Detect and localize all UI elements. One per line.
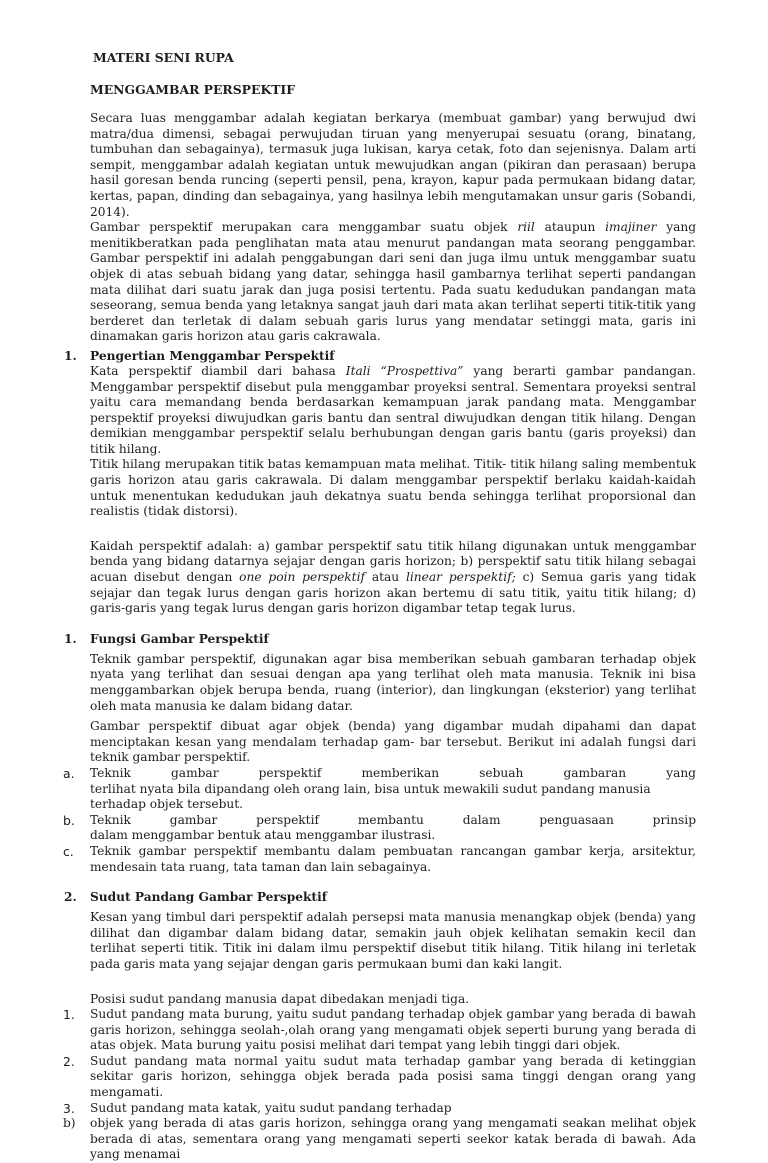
section-sudut-pandang <box>63 889 696 1163</box>
intro-paragraph-2: Gambar perspektif merupakan cara menggambar suatu objek riil ataupun imajiner yang menitikberatkan pada penglihatan mata atau menurut pandangan mata seorang penggambar. Gambar perspektif ini adalah penggabungan dari seni dan juga ilmu untuk menggambar suatu objek di atas sebuah bidang yang datar, sehingga hasil gambarnya terlihat seperti pandangan mata dilihat dari suatu jarak dan juga posisi tertentu. Pada suatu kedudukan pandangan mata seseorang, semua benda yang letaknya sangat jauh dari mata akan terlihat seperti titik-titik yang berderet dan terletak di dalam sebuah garis lurus yang mendatar setinggi mata, garis ini dinamakan garis horizon atau garis cakrawala. <box>90 220 696 344</box>
section-paragraph: Titik hilang merupakan titik batas kemampuan mata melihat. Titik- titik hilang saling membentuk garis horizon atau garis cakrawala. Di dalam menggambar perspektif berlaku kaidah-kaidah untuk menentukan kedudukan jauh dekatnya suatu benda sehingga terlihat proporsional dan realistis (tidak distorsi). <box>90 457 696 519</box>
section-paragraph: Teknik gambar perspektif, digunakan agar bisa memberikan sebuah gambaran terhadap objek nyata yang terlihat dan sesuai dengan apa yang terlihat oleh mata manusia. Teknik ini bisa menggambarkan objek berupa benda, ruang (interior), dan lingkungan (eksterior) yang terlihat oleh mata manusia ke dalam bidang datar. <box>90 651 696 713</box>
list-marker: 3. <box>63 1100 75 1116</box>
section-heading-text: Fungsi Gambar Perspektif <box>90 631 269 646</box>
section-paragraph: Kata perspektif diambil dari bahasa Itali “Prospettiva” yang berarti gambar pandangan. Menggambar perspektif disebut pula menggambar proyeksi sentral. Sementara proyeksi sentral yaitu cara memandang benda berdasarkan kemampuan jarak pandang mata. Menggambar perspektif proyeksi diwujudkan garis bantu dan sentral diwujudkan dengan titik hilang. Dengan demikian menggambar perspektif selalu berhubungan dengan garis bantu (garis proyeksi) dan titik hilang. <box>90 363 697 456</box>
list-item <box>63 1007 696 1054</box>
document-body <box>63 50 697 1163</box>
section-number: 1. <box>64 631 77 646</box>
list-item <box>63 843 696 875</box>
list-item <box>63 1053 696 1101</box>
list-marker: b. <box>63 812 75 828</box>
section-fungsi <box>63 631 696 875</box>
list-item-line: Teknik gambar perspektif memberikan sebuah gambaran yang <box>90 765 696 780</box>
section-number: 2. <box>64 890 77 905</box>
list-marker: 1. <box>63 1007 75 1023</box>
section-pengertian <box>64 348 697 617</box>
list-marker: 2. <box>63 1053 75 1069</box>
list-item <box>63 1116 696 1163</box>
section-heading <box>64 631 696 647</box>
list-item-line: Teknik gambar perspektif membantu dalam pembuatan rancangan gambar kerja, arsitektur, mendesain tata ruang, tata taman dan lain sebagainya. <box>90 843 696 874</box>
list-marker: a. <box>63 765 75 781</box>
list-item <box>63 812 696 844</box>
list-item-text: Sudut pandang mata normal yaitu sudut mata terhadap gambar yang berada di ketinggian sekitar garis horizon, sehingga objek berada pada posisi sama tinggi dengan orang yang mengamati. <box>90 1053 696 1100</box>
list-item-text: objek yang berada di atas garis horizon, sehingga orang yang mengamati seakan melihat objek berada di atas, sementara orang yang mengamati seperti seekor katak berada di bawah. Ada yang menamai <box>90 1116 696 1162</box>
list-marker: b) <box>63 1116 76 1131</box>
list-item <box>63 765 696 813</box>
document-subtitle: MENGGAMBAR PERSPEKTIF <box>90 82 296 97</box>
list-item-line: dalam menggambar bentuk atau menggambar ilustrasi. <box>90 828 436 843</box>
document-title: MATERI SENI RUPA <box>93 50 234 65</box>
section-heading-text: Sudut Pandang Gambar Perspektif <box>90 890 327 905</box>
section-heading <box>64 889 696 905</box>
list-item-line: terlihat nyata bila dipandang oleh orang lain, bisa untuk mewakili sudut pandang manusia terhadap objek tersebut. <box>90 781 651 812</box>
section-heading <box>64 348 696 364</box>
list-marker: c. <box>63 843 74 859</box>
list-item-text: Sudut pandang mata katak, yaitu sudut pandang terhadap <box>90 1100 452 1115</box>
intro-paragraph-1: Secara luas menggambar adalah kegiatan berkarya (membuat gambar) yang berwujud dwi matra/dua dimensi, sebagai perwujudan tiruan yang menyerupai sesuatu (orang, binatang, tumbuhan dan sebagainya), termasuk juga lukisan, karya cetak, foto dan sejenisnya. Dalam arti sempit, menggambar adalah kegiatan untuk mewujudkan angan (pikiran dan perasaan) berupa hasil goresan benda runcing (seperti pensil, pena, krayon, kapur pada permukaan bidang datar, kertas, papan, dinding dan sebagainya, yang hasilnya lebih mengutamakan unsur garis (Sobandi, 2014). <box>90 111 696 219</box>
section-heading-text: Pengertian Menggambar Perspektif <box>90 348 335 363</box>
list-item <box>63 1100 696 1117</box>
section-paragraph: Posisi sudut pandang manusia dapat dibedakan menjadi tiga. <box>90 991 470 1006</box>
section-paragraph: Kesan yang timbul dari perspektif adalah persepsi mata manusia menangkap objek (benda) yang dilihat dan digambar dalam bidang datar, semakin jauh objek kelihatan semakin kecil dan terlihat seperti titik. Titik ini dalam ilmu perspektif disebut titik hilang. Titik hilang ini terletak pada garis mata yang sejajar dengan garis permukaan bumi dan kaki langit. <box>90 910 696 971</box>
list-item-text: Sudut pandang mata burung, yaitu sudut pandang terhadap objek gambar yang berada di bawah garis horizon, sehingga seolah-,olah orang yang mengamati objek seperti burung yang berada di atas objek. Mata burung yaitu posisi melihat dari tempat yang lebih tinggi dari objek. <box>90 1007 696 1053</box>
section-paragraph: Kaidah perspektif adalah: a) gambar perspektif satu titik hilang digunakan untuk menggambar benda yang bidang datarnya sejajar dengan garis horizon; b) perspektif satu titik hilang sebagai acuan disebut dengan one poin perspektif atau linear perspektif; c) Semua garis yang tidak sejajar dan tegak lurus dengan garis horizon akan bertemu di satu titik, yaitu titik hilang; d) garis-garis yang tegak lurus dengan garis horizon digambar tetap tegak lurus. <box>90 538 696 616</box>
list-item-line: Teknik gambar perspektif membantu dalam penguasaan prinsip <box>90 812 696 827</box>
section-paragraph: Gambar perspektif dibuat agar objek (benda) yang digambar mudah dipahami dan dapat menciptakan kesan yang mendalam terhadap gam- bar tersebut. Berikut ini adalah fungsi dari teknik gambar perspektif. <box>90 719 696 765</box>
section-number: 1. <box>64 348 77 363</box>
